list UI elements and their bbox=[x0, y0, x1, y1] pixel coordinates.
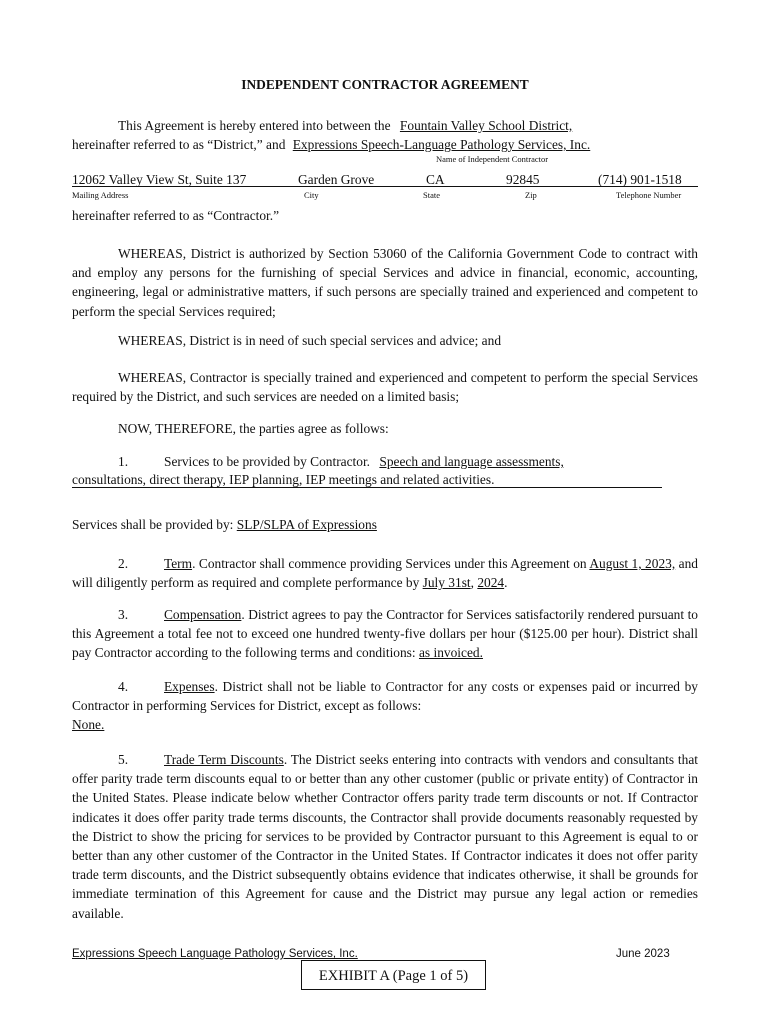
provided-by-line bbox=[72, 517, 377, 533]
zip-field[interactable]: 92845 bbox=[506, 172, 540, 187]
section-4-number: 4. bbox=[118, 679, 129, 694]
provided-by-field[interactable]: SLP/SLPA of Expressions bbox=[236, 517, 377, 532]
state-caption: State bbox=[423, 190, 440, 200]
section-4-heading: Expenses bbox=[164, 679, 215, 694]
provided-by-label: Services shall be provided by: bbox=[72, 517, 234, 532]
district-name-field[interactable]: Fountain Valley School District, bbox=[399, 118, 573, 133]
section-3-heading: Compensation bbox=[164, 607, 242, 622]
intro-line-1 bbox=[118, 118, 572, 134]
phone-caption: Telephone Number bbox=[616, 190, 682, 200]
section-2-term: 2. Term. Contractor shall commence providing Services under this Agreement on August 1, 2023, and will diligently perform as required and complete performance by July 31st, 2024. bbox=[72, 556, 698, 591]
intro-prefix: This Agreement is hereby entered into between the bbox=[118, 118, 391, 133]
section-1-number: 1. bbox=[118, 454, 129, 469]
section-2-number: 2. bbox=[118, 556, 129, 571]
section-4-text: . District shall not be liable to Contractor for any costs or expenses paid or incurred by Contractor in performing Services for District, except as follows: bbox=[72, 679, 698, 714]
document-title: INDEPENDENT CONTRACTOR AGREEMENT bbox=[241, 77, 529, 92]
section-3-compensation bbox=[72, 605, 698, 663]
section-1-line-1 bbox=[118, 454, 564, 470]
city-field[interactable]: Garden Grove bbox=[298, 172, 375, 187]
exhibit-label: EXHIBIT A (Page 1 of 5) bbox=[301, 960, 486, 990]
intro-line2-prefix: hereinafter referred to as “District,” and bbox=[72, 137, 286, 152]
zip-caption: Zip bbox=[525, 190, 537, 200]
section-5-number: 5. bbox=[118, 752, 129, 767]
footer-company: Expressions Speech Language Pathology Services, Inc. bbox=[72, 948, 358, 960]
now-therefore: NOW, THEREFORE, the parties agree as follows: bbox=[118, 421, 389, 436]
phone-field[interactable]: (714) 901-1518 bbox=[598, 172, 682, 187]
section-3-text: . District agrees to pay the Contractor for Services satisfactorily rendered pursuant to this Agreement a total fee not to exceed one hundred twenty-five dollars per hour ($125.00 per hour). District shall pay Contractor according to the following terms and conditions: bbox=[72, 607, 698, 661]
contractor-name-caption: Name of Independent Contractor bbox=[436, 154, 549, 164]
contractor-name-field[interactable]: Expressions Speech-Language Pathology Services, Inc. bbox=[292, 137, 591, 152]
term-end-year-field[interactable]: 2024 bbox=[477, 575, 505, 591]
mailing-address-caption: Mailing Address bbox=[72, 190, 129, 200]
payment-terms-field[interactable]: as invoiced. bbox=[418, 645, 483, 661]
section-1-label: Services to be provided by Contractor. bbox=[164, 454, 371, 469]
term-start-date-a: August 1, bbox=[589, 556, 642, 571]
section-2-text-2: and will diligently perform as required and complete performance by bbox=[72, 556, 698, 591]
city-caption: City bbox=[304, 190, 319, 200]
whereas-clause-2: WHEREAS, District is in need of such special services and advice; and bbox=[118, 333, 502, 348]
footer-date: June 2023 bbox=[616, 948, 670, 960]
services-description-underline bbox=[72, 487, 662, 488]
contractor-reference: hereinafter referred to as “Contractor.” bbox=[72, 208, 280, 223]
term-end-date-field[interactable]: July 31st bbox=[422, 575, 471, 591]
whereas-clause-1: WHEREAS, District is authorized by Section 53060 of the California Government Code to contract with and employ any persons for the furnishing of special Services and advice in financial, economic, accounting, engineering, legal or administrative matters, if such persons are specially trained and experienced and competent to perform the special Services required; bbox=[72, 246, 698, 319]
section-2-text-3: . bbox=[504, 575, 508, 591]
expenses-exceptions-field[interactable]: None. bbox=[72, 717, 105, 733]
section-2-text-1: . Contractor shall commence providing Services under this Agreement on bbox=[192, 556, 587, 571]
term-start-date-field[interactable] bbox=[589, 556, 675, 571]
section-3-number: 3. bbox=[118, 607, 129, 622]
section-2-heading: Term bbox=[164, 556, 193, 571]
services-description-field-line-2[interactable] bbox=[72, 472, 494, 488]
services-description-text: consultations, direct therapy, IEP planning, IEP meetings and related activities. bbox=[72, 472, 495, 487]
services-description-field-line-1[interactable]: Speech and language assessments, bbox=[379, 454, 564, 469]
section-5-trade-term-discounts bbox=[72, 750, 698, 923]
section-5-text: . The District seeks entering into contracts with vendors and consultants that offer parity trade term discounts equal to or better than any other customer (public or private entity) of Contractor in the United States. Please indicate below whether Contractor offers parity trade term discounts or not. If Contractor indicates it does offer parity trade terms discounts, the Contractor shall provide documents reasonably requested by the District to show the pricing for services to be provided by Contractor pursuant to this Agreement is equal to or better than any other customer of the Contractor in the United States. If Contractor indicates it does not offer parity trade term discounts, and the District subsequently obtains evidence that indicates otherwise, it shall be grounds for immediate termination of this Agreement for cause and the District may pursue any legal action or remedies available. bbox=[72, 752, 698, 921]
whereas-clause-3: WHEREAS, Contractor is specially trained and experienced and competent to perform the special Services required by the District, and such services are needed on a limited basis; bbox=[72, 370, 698, 405]
intro-line-2 bbox=[72, 137, 596, 153]
state-field[interactable]: CA bbox=[426, 172, 445, 187]
mailing-address-field[interactable]: 12062 Valley View St, Suite 137 bbox=[72, 172, 247, 187]
section-4-expenses bbox=[72, 677, 698, 735]
term-start-date-b: 2023, bbox=[645, 556, 676, 571]
section-5-heading: Trade Term Discounts bbox=[164, 752, 284, 767]
